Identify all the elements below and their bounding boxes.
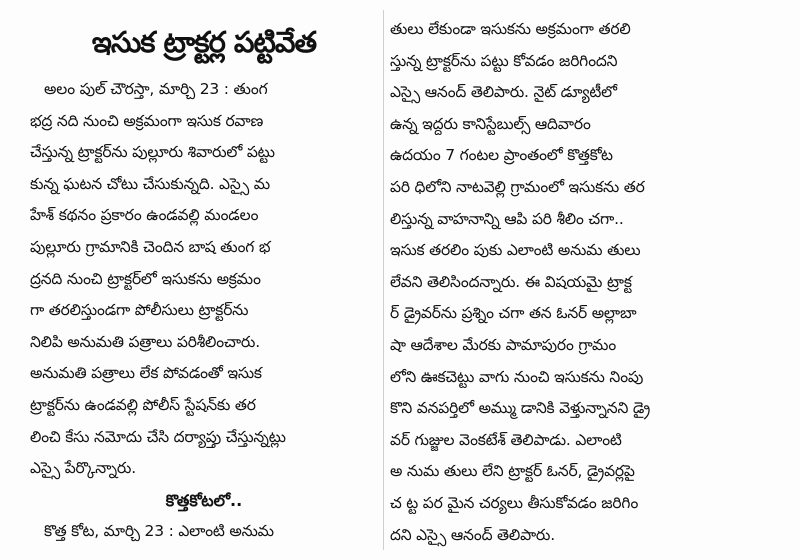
article-line: ఇసుక తరలిం పుకు ఎలాంటి అనుమ తులు <box>390 241 641 260</box>
article-line: ర్ డ్రైవర్‌ను ప్రశ్నిం చగా తన ఓనర్ అల్లాబా <box>390 304 637 323</box>
article-line: లించి కేసు నమోదు చేసి దర్యాప్తు చేస్తున్నట్లు <box>30 427 286 446</box>
article-line: ఉన్న ఇద్దరు కానిస్టేబుల్స్ ఆదివారం <box>390 114 591 133</box>
headline: ఇసుక ట్రాక్టర్ల పట్టివేత <box>91 25 317 59</box>
article-line: భద్ర నది నుంచి అక్రమంగా ఇసుక రవాణ <box>30 111 264 130</box>
article-line: ఎస్సై ఆనంద్ తెలిపారు. నైట్ డ్యూటీలో <box>390 83 617 102</box>
article-line: తులు లేకుండా ఇసుకను అక్రమంగా తరలి <box>390 20 631 38</box>
article-line: అలం పుల్ చౌరస్తా, మార్చి 23 : తుంగ <box>44 80 268 98</box>
article-line: అ నుమ తులు లేని ట్రాక్టర్ ఓనర్, డ్రైవర్లపై <box>390 462 635 481</box>
article-line: కున్న ఘటన చోటు చేసుకున్నది. ఎస్సై మ <box>30 174 270 193</box>
right-column <box>390 14 768 551</box>
article-line: చేస్తున్న ట్రాక్టర్‌ను పుల్లూరు శివారులో పట్టు <box>30 143 275 162</box>
article-line: ఉదయం 7 గంటల ప్రాంతంలో కొత్తకోట <box>390 146 613 165</box>
article-line: ట్రాక్టర్‌ను ఉండవల్లి పోలీస్ స్టేషన్‌కు తర <box>30 395 256 414</box>
article-line: కొని వనపర్తిలో అమ్ము డానికి వెళ్తున్నానని డ్రై <box>390 399 651 418</box>
article-line: షా ఆదేశాల మేరకు పామాపురం గ్రామం <box>390 335 617 354</box>
article-line: పుల్లూరు గ్రామానికి చెందిన బాష తుంగ భ <box>30 237 271 256</box>
article-line: దని ఎస్సై ఆనంద్ తెలిపారు. <box>390 525 555 544</box>
left-column <box>30 14 378 548</box>
article-line: గా తరలిస్తుండగా పోలీసులు ట్రాక్టర్‌ను <box>30 301 249 320</box>
article-line: ద్రనది నుంచి ట్రాక్టర్‌లో ఇసుకను అక్రమం <box>30 269 261 288</box>
column-divider <box>383 10 384 550</box>
article-line: లేవని తెలిసిందన్నారు. ఈ విషయమై ట్రాక్ట <box>390 272 632 291</box>
article-line: కొత్త కోట, మార్చి 23 : ఎలాంటి అనుమ <box>44 522 274 541</box>
subheading: కొత్తకోటలో.. <box>165 490 243 510</box>
article-line: లోని ఊకచెట్టు వాగు నుంచి ఇసుకను నింపు <box>390 367 644 386</box>
article-line: లిస్తున్న వాహనాన్ని ఆపి పరి శీలిం చగా.. <box>390 209 624 228</box>
article-line: పరి ధిలోని నాటవెల్లి గ్రామంలో ఇసుకను తర <box>390 177 645 196</box>
article-line: ఎస్సై పేర్కొన్నారు. <box>30 459 136 478</box>
article-line: స్తున్న ట్రాక్టర్‌ను పట్టు కోవడం జరిగిందని <box>390 51 618 70</box>
article-line: అనుమతి పత్రాలు లేక పోవడంతో ఇసుక <box>30 364 262 383</box>
article-line: వర్ గుజ్జుల వెంకటేశ్ తెలిపాడు. ఎలాంటి <box>390 430 622 449</box>
article-line: హేశ్ కథనం ప్రకారం ఉండవల్లి మండలం <box>30 206 259 225</box>
article-line: నిలిపి అనుమతి పత్రాలు పరిశీలించారు. <box>30 332 260 351</box>
article-line: చ ట్ట పర మైన చర్యలు తీసుకోవడం జరిగిం <box>390 493 639 512</box>
